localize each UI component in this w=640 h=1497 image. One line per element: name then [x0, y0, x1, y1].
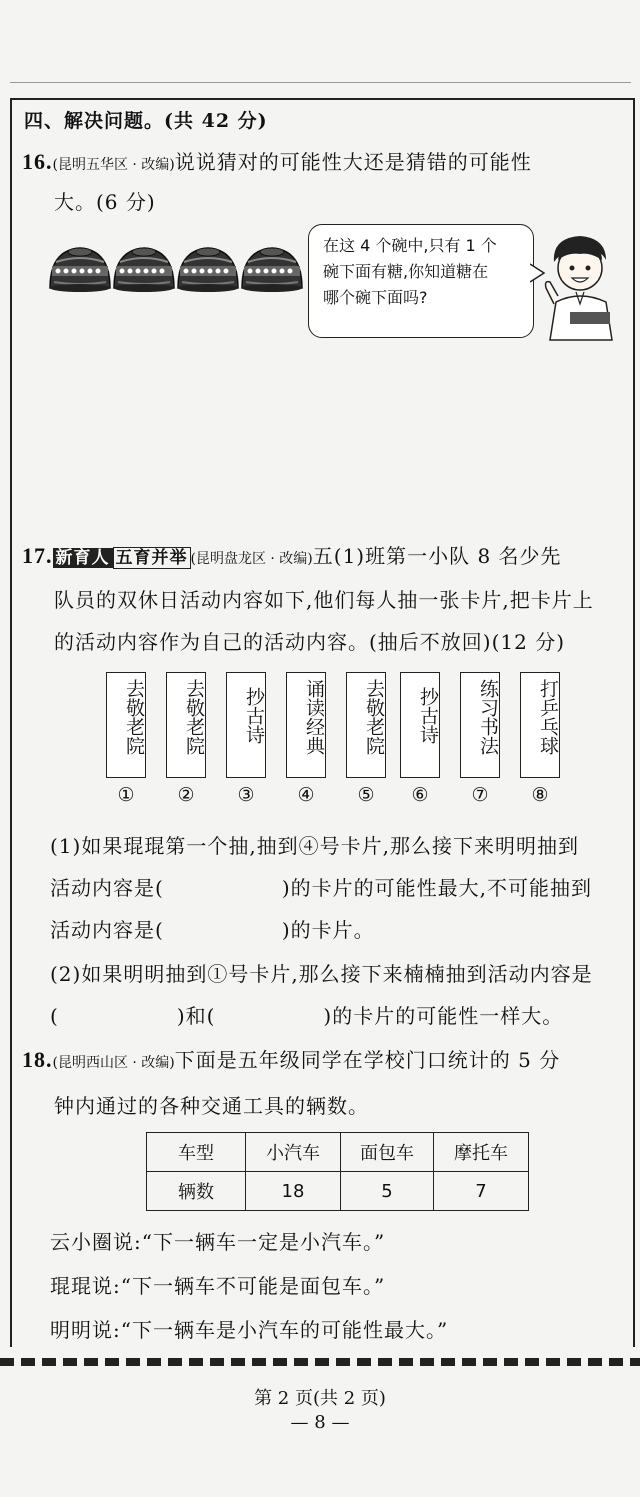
activity-card-6	[400, 672, 440, 778]
q17-part2-line2-b: )和(	[176, 1004, 216, 1028]
header-type: 车型	[147, 1133, 246, 1172]
card-8-num: ⑧	[531, 784, 549, 806]
q16-number: 16.	[22, 149, 53, 174]
bowl-3	[178, 248, 238, 292]
value-moto: 7	[434, 1172, 529, 1211]
card-2-num: ②	[177, 784, 195, 806]
activity-card-2	[166, 672, 206, 778]
footer-page-info: 第 2 页(共 2 页)	[254, 1388, 386, 1409]
table-header-row	[147, 1133, 529, 1172]
q17-line2: 队员的双休日活动内容如下,他们每人抽一张卡片,把卡片上	[54, 588, 594, 612]
bowl-1	[50, 248, 110, 292]
top-divider	[10, 82, 631, 83]
q17-part2-line2	[50, 1000, 563, 1029]
q17-tag-five: 五育并举	[113, 547, 191, 569]
q18-line2: 钟内通过的各种交通工具的辆数。	[54, 1094, 369, 1118]
bubble-text	[323, 233, 523, 311]
statement-3: 明明说:“下一辆车是小汽车的可能性最大。”	[50, 1318, 449, 1342]
statement-1: 云小圈说:“下一辆车一定是小汽车。”	[50, 1230, 386, 1254]
q17-part1-line2-b: )的卡片的可能性最大,不可能抽到	[281, 876, 592, 900]
card-2-text: 去敬老院	[183, 679, 205, 755]
q18-line1	[22, 1044, 560, 1073]
activity-card-8	[520, 672, 560, 778]
q17-tag-new: 新育人	[53, 548, 113, 568]
q17-number: 17.	[22, 543, 53, 568]
card-7-text: 练习书法	[477, 679, 499, 755]
statement-2: 琨琨说:“下一辆车不可能是面包车。”	[50, 1274, 386, 1298]
q16-line2: 大。(6 分)	[54, 190, 156, 214]
card-6-num: ⑥	[411, 784, 429, 806]
value-van: 5	[341, 1172, 434, 1211]
q16-source: (昆明五华区 · 改编)	[52, 157, 175, 173]
q17-line3: 的活动内容作为自己的活动内容。(抽后不放回)(12 分)	[54, 630, 566, 654]
activity-card-4	[286, 672, 326, 778]
q18-text1: 下面是五年级同学在学校门口统计的 5 分	[174, 1048, 561, 1072]
card-1-text: 去敬老院	[123, 679, 145, 755]
q17-part2-line2-c: )的卡片的可能性一样大。	[323, 1004, 564, 1028]
q17-part2-line2-a: (	[50, 1004, 59, 1028]
boy-illustration	[540, 232, 626, 342]
q17-part1-line2-a: 活动内容是(	[50, 876, 164, 900]
dashed-separator	[0, 1356, 640, 1368]
q17-text1: 五(1)班第一小队 8 名少先	[312, 544, 562, 568]
bowl-2	[114, 248, 174, 292]
header-car: 小汽车	[246, 1133, 341, 1172]
q17-part1-line3-a: 活动内容是(	[50, 918, 164, 942]
activity-card-1	[106, 672, 146, 778]
section-title: 四、解决问题。(共 42 分)	[24, 110, 268, 132]
card-3-text: 抄古诗	[243, 687, 265, 744]
card-4-text: 诵读经典	[303, 679, 325, 755]
q17-part1-line3	[50, 914, 375, 943]
q17-source: (昆明盘龙区 · 改编)	[190, 551, 313, 567]
q16-line1	[22, 146, 532, 175]
card-4-num: ④	[297, 784, 315, 806]
footer-page-number: — 8 —	[290, 1412, 350, 1433]
activity-card-3	[226, 672, 266, 778]
q17-line1	[22, 540, 562, 569]
bubble-line-3: 哪个碗下面吗?	[323, 288, 428, 307]
header-moto: 摩托车	[434, 1133, 529, 1172]
card-7-num: ⑦	[471, 784, 489, 806]
q18-number: 18.	[22, 1047, 53, 1072]
speech-bubble	[308, 224, 534, 338]
card-5-num: ⑤	[357, 784, 375, 806]
card-1-num: ①	[117, 784, 135, 806]
bowl-4	[242, 248, 302, 292]
q17-part1-line2	[50, 872, 592, 901]
bowls-illustration	[48, 242, 306, 294]
header-van: 面包车	[341, 1133, 434, 1172]
table-row	[147, 1172, 529, 1211]
q17-part2-line1: (2)如果明明抽到①号卡片,那么接下来楠楠抽到活动内容是	[50, 962, 593, 986]
card-5-text: 去敬老院	[363, 679, 385, 755]
q18-source: (昆明西山区 · 改编)	[52, 1055, 175, 1071]
value-car: 18	[246, 1172, 341, 1211]
activity-card-7	[460, 672, 500, 778]
vehicle-table	[146, 1132, 529, 1211]
q16-text1: 说说猜对的可能性大还是猜错的可能性	[174, 150, 532, 174]
q17-part1-line3-b: )的卡片。	[281, 918, 375, 942]
row-label: 辆数	[147, 1172, 246, 1211]
activity-card-5	[346, 672, 386, 778]
card-3-num: ③	[237, 784, 255, 806]
bubble-line-2: 碗下面有糖,你知道糖在	[323, 262, 489, 281]
q17-part1-line1: (1)如果琨琨第一个抽,抽到④号卡片,那么接下来明明抽到	[50, 834, 580, 858]
bubble-line-1: 在这 4 个碗中,只有 1 个	[323, 236, 497, 255]
card-6-text: 抄古诗	[417, 687, 439, 744]
card-8-text: 打乒乓球	[537, 679, 559, 755]
